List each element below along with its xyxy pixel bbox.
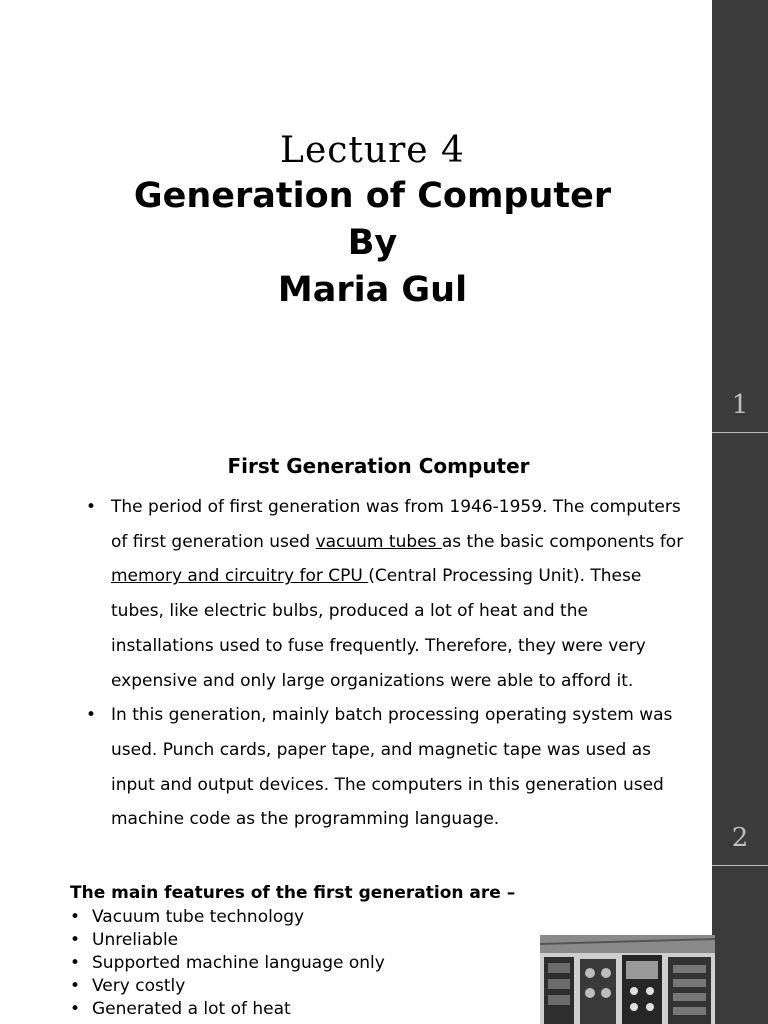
- author-name: Maria Gul: [277, 270, 468, 310]
- slide-divider-2: [712, 865, 768, 866]
- paragraph-text: In this generation, mainly batch processing operating system was used. Punch cards, paper tape, and magnetic tape was used as input and output devices. The computers in this generation used machine code as the programming language.: [111, 705, 673, 830]
- presentation-title: Generation of Computer: [133, 176, 612, 216]
- paragraph-text: as the basic components for: [441, 531, 684, 552]
- bullet-icon: •: [70, 907, 81, 927]
- list-item: [86, 490, 691, 698]
- features-list: [70, 906, 385, 1021]
- list-item: [70, 929, 385, 952]
- bullet-icon: •: [70, 930, 81, 950]
- feature-text: Vacuum tube technology: [92, 907, 305, 927]
- bullet-icon: •: [86, 705, 97, 726]
- list-item: [70, 952, 385, 975]
- list-item: [86, 698, 691, 837]
- bullet-icon: •: [70, 999, 81, 1019]
- feature-text: Supported machine language only: [92, 953, 385, 973]
- slide2-heading: First Generation Computer: [227, 454, 530, 478]
- feature-text: Very costly: [92, 976, 186, 996]
- feature-text: Unreliable: [92, 930, 179, 950]
- underlined-term-vacuum-tubes: vacuum tubes: [315, 531, 442, 552]
- by-label: By: [347, 223, 398, 263]
- slide2-bullet-list: [86, 490, 691, 837]
- bullet-icon: •: [86, 497, 97, 517]
- bullet-icon: •: [70, 976, 81, 996]
- list-item: [70, 906, 385, 929]
- computer-photo-illustration: [540, 935, 715, 1024]
- lecture-title: Lecture 4: [280, 130, 465, 171]
- paragraph-text: (Central Processing Unit). These tubes, like electric bulbs, produced a lot of heat and the installations used to fuse frequently. Therefore, they were very expensive and only large organizations were able to afford it.: [111, 566, 646, 691]
- slide3-heading: The main features of the first generation are –: [70, 883, 516, 903]
- feature-text: Generated a lot of heat: [92, 999, 291, 1019]
- paragraph-text: The period of first generation was from 1946-1959. The computers of first generation used: [111, 497, 681, 552]
- bullet-icon: •: [70, 953, 81, 973]
- slide-number-1: 1: [731, 390, 749, 420]
- list-item: [70, 975, 385, 998]
- slide-divider-1: [712, 432, 768, 433]
- slide-number-2: 2: [731, 823, 749, 853]
- vacuum-tube-computer-photo: [540, 935, 715, 1024]
- list-item: [70, 998, 385, 1021]
- underlined-term-memory-circuitry: memory and circuitry for CPU: [111, 566, 369, 587]
